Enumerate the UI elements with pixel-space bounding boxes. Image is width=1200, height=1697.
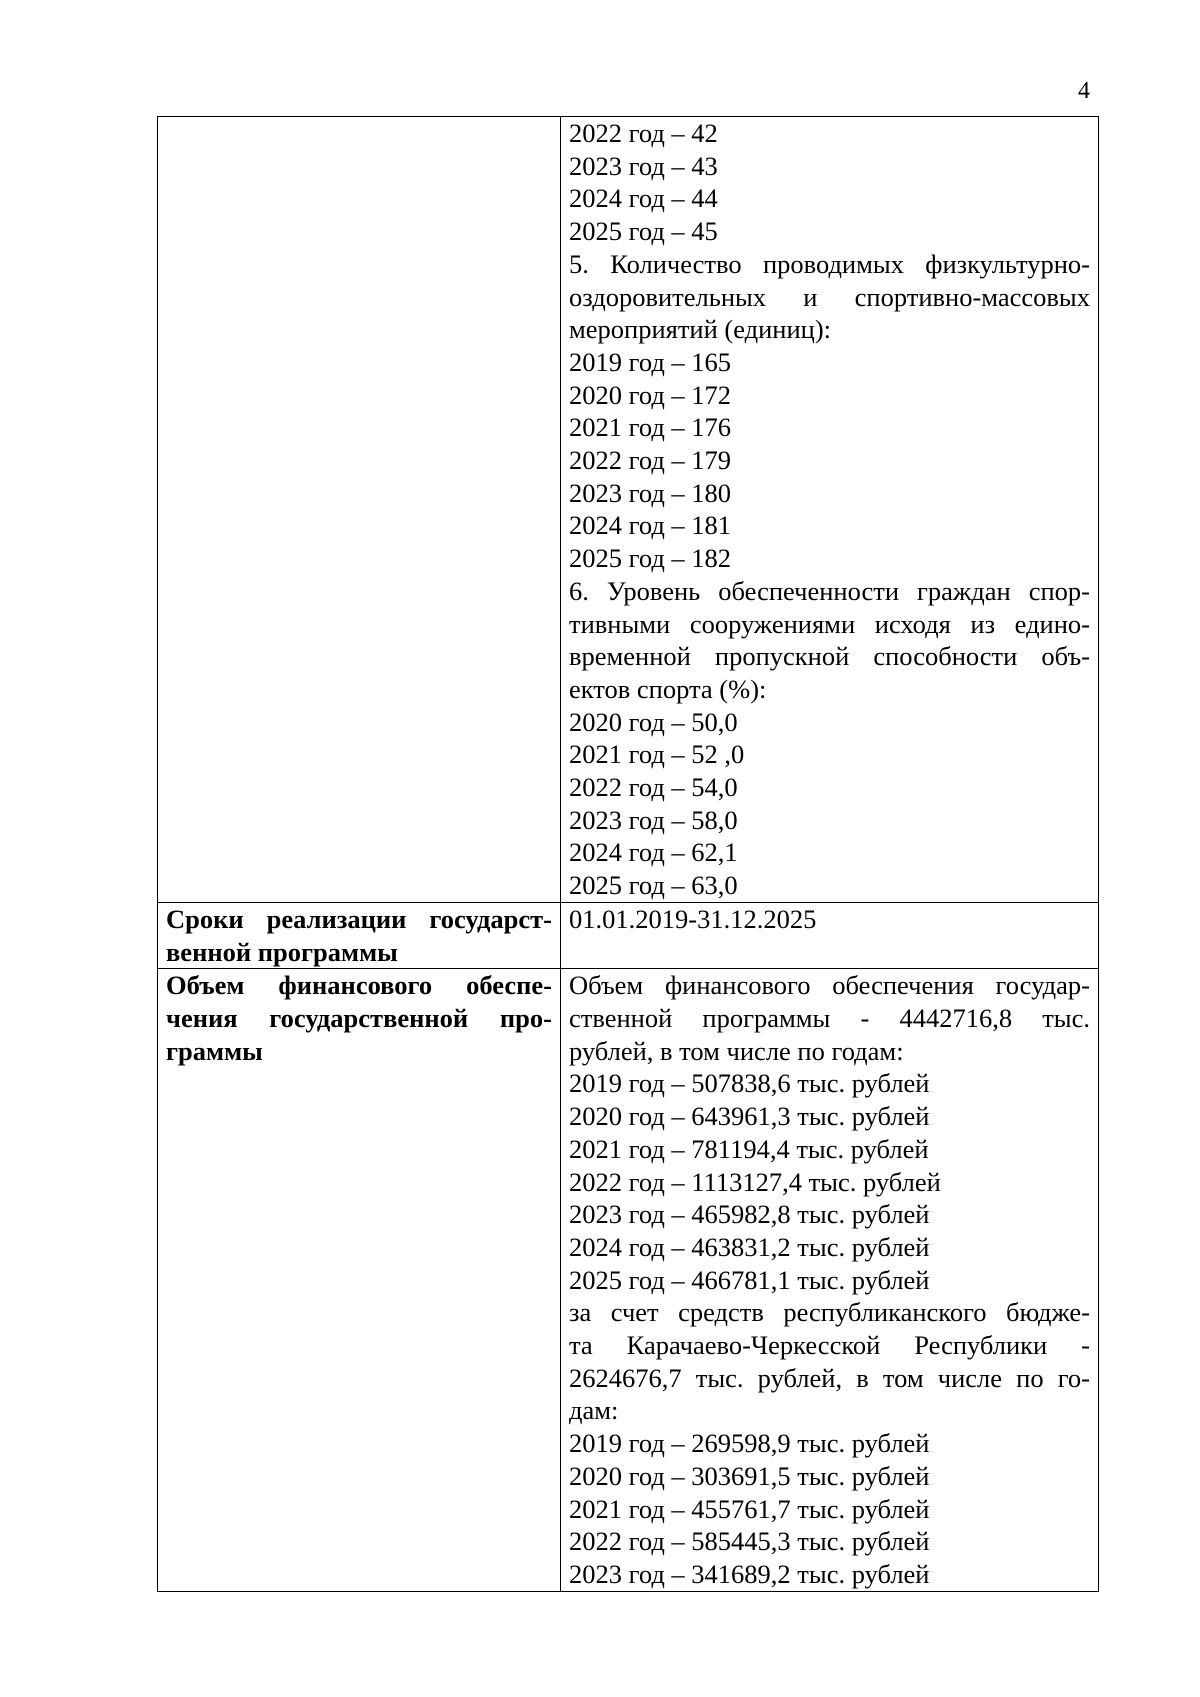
value-cell-indicators <box>561 117 1099 903</box>
period-label-line: Сроки реализации государст- <box>166 903 552 934</box>
indicator-6-value: 2021 год – 52 ,0 <box>569 739 745 770</box>
indicator-6-value: 2022 год – 54,0 <box>569 772 738 803</box>
financing-intro-line: ственной программы - 4442716,8 тыс. <box>569 1002 1090 1033</box>
indicator-value-line: 2025 год – 45 <box>569 216 718 247</box>
indicator-5-value: 2021 год – 176 <box>569 412 732 443</box>
financing-regional-intro-line: за счет средств республиканского бюдже- <box>569 1297 1090 1328</box>
program-passport-table <box>157 116 1099 1592</box>
label-cell-implementation-period <box>158 902 561 968</box>
period-label-line: венной программы <box>166 936 398 967</box>
table-row-implementation-period <box>158 902 1099 968</box>
indicator-value-line: 2024 год – 44 <box>569 183 718 214</box>
financing-intro-line: Объем финансового обеспечения государ- <box>569 970 1090 1001</box>
indicator-value-line: 2023 год – 43 <box>569 150 718 181</box>
indicator-6-value: 2024 год – 62,1 <box>569 837 738 868</box>
label-cell-empty <box>158 117 561 903</box>
indicator-5-title: 5. Количество проводимых физкультурно- <box>569 248 1090 279</box>
indicator-5-value: 2020 год – 172 <box>569 379 732 410</box>
financing-regional-year: 2022 год – 585445,3 тыс. рублей <box>569 1526 930 1557</box>
indicator-value-line: 2022 год – 42 <box>569 118 718 148</box>
financing-total-year: 2020 год – 643961,3 тыс. рублей <box>569 1101 930 1132</box>
implementation-period-value: 01.01.2019-31.12.2025 <box>569 903 817 934</box>
indicator-6-title: 6. Уровень обеспеченности граждан спор- <box>569 575 1090 606</box>
indicator-5-value: 2022 год – 179 <box>569 445 732 476</box>
financing-total-year: 2019 год – 507838,6 тыс. рублей <box>569 1068 930 1099</box>
indicator-5-title: мероприятий (единиц): <box>569 314 832 345</box>
indicator-6-title: временной пропускной способности объ- <box>569 641 1090 672</box>
label-cell-financing <box>158 969 561 1591</box>
indicator-5-title: оздоровительных и спортивно-массовых <box>569 281 1090 312</box>
indicator-6-title: ектов спорта (%): <box>569 673 767 704</box>
value-cell-implementation-period <box>561 902 1099 968</box>
financing-total-year: 2022 год – 1113127,4 тыс. рублей <box>569 1166 941 1197</box>
financing-label-line: Объем финансового обеспе- <box>166 970 552 1001</box>
indicator-6-value: 2023 год – 58,0 <box>569 804 738 835</box>
indicator-6-value: 2020 год – 50,0 <box>569 706 738 737</box>
financing-regional-intro-line: 2624676,7 тыс. рублей, в том числе по го- <box>569 1362 1090 1393</box>
financing-regional-year: 2021 год – 455761,7 тыс. рублей <box>569 1493 930 1524</box>
indicator-6-value: 2025 год – 63,0 <box>569 870 738 901</box>
financing-regional-intro-line: та Карачаево-Черкесской Республики - <box>569 1330 1090 1361</box>
table-row-indicators <box>158 117 1099 903</box>
financing-label-line: чения государственной про- <box>166 1002 552 1033</box>
indicator-5-value: 2025 год – 182 <box>569 543 732 574</box>
financing-intro-line: рублей, в том числе по годам: <box>569 1035 904 1066</box>
financing-regional-year: 2019 год – 269598,9 тыс. рублей <box>569 1428 930 1459</box>
financing-total-year: 2025 год – 466781,1 тыс. рублей <box>569 1264 930 1295</box>
indicator-5-value: 2024 год – 181 <box>569 510 732 541</box>
financing-regional-year: 2023 год – 341689,2 тыс. рублей <box>569 1558 930 1589</box>
financing-label-line: граммы <box>166 1035 263 1066</box>
financing-total-year: 2023 год – 465982,8 тыс. рублей <box>569 1199 930 1230</box>
financing-total-year: 2024 год – 463831,2 тыс. рублей <box>569 1231 930 1262</box>
indicator-6-title: тивными сооружениями исходя из едино- <box>569 608 1090 639</box>
table-row-financing <box>158 969 1099 1591</box>
indicator-5-value: 2023 год – 180 <box>569 477 732 508</box>
indicator-5-value: 2019 год – 165 <box>569 346 732 377</box>
financing-regional-year: 2020 год – 303691,5 тыс. рублей <box>569 1460 930 1491</box>
financing-total-year: 2021 год – 781194,4 тыс. рублей <box>569 1133 929 1164</box>
value-cell-financing <box>561 969 1099 1591</box>
page-number: 4 <box>1078 78 1090 104</box>
financing-regional-intro-line: дам: <box>569 1395 619 1426</box>
